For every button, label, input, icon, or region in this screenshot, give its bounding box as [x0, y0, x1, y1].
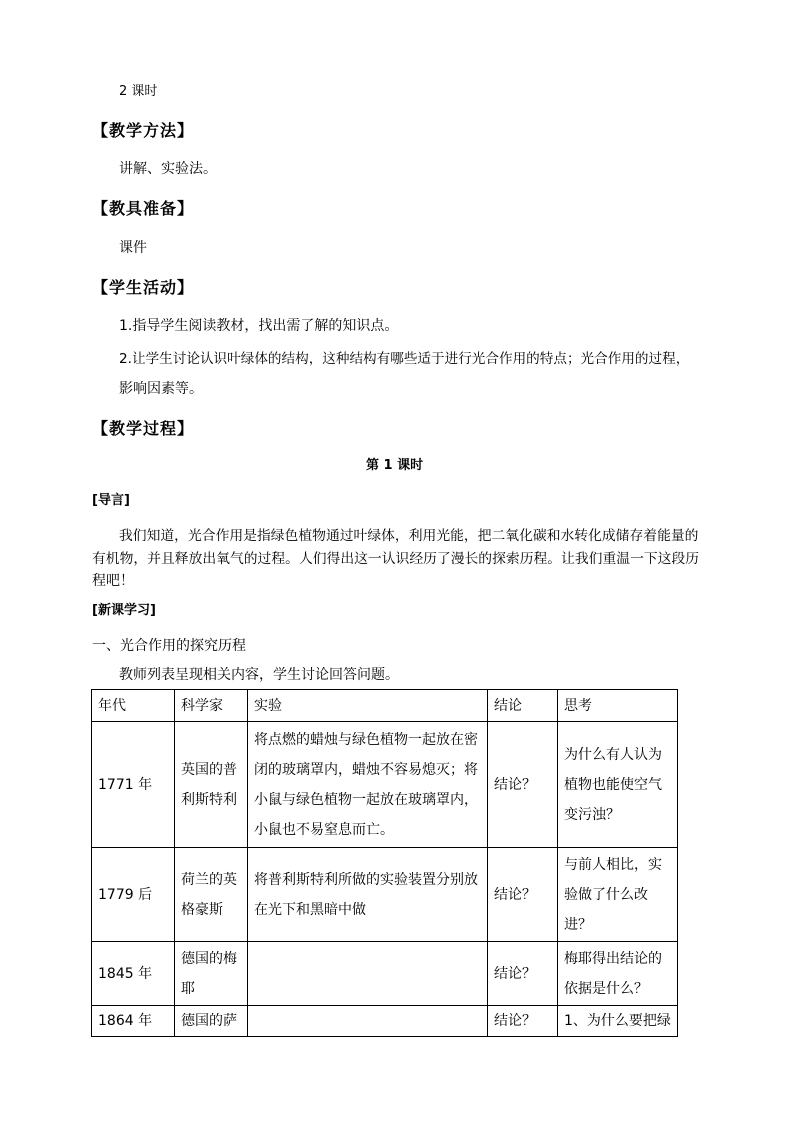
year-cell: 1845 年 [92, 942, 175, 1006]
scientist-line: 德国的萨 [181, 1013, 237, 1029]
lesson-1-title: 第 1 课时 [366, 458, 424, 473]
conclusion-cell: 结论？ [488, 1006, 558, 1037]
teaching-aids-heading: 【教具准备】 [92, 199, 195, 218]
scientist-line: 英国的普 [181, 761, 237, 778]
conclusion-cell: 结论？ [488, 722, 558, 848]
intro-label: [导言] [92, 493, 130, 508]
experiment-line: 将点燃的蜡烛与绿色植物一起放在密 [254, 731, 478, 748]
thinking-line: 为什么有人认为 [564, 746, 662, 763]
experiment-cell [248, 722, 488, 848]
experiment-line: 闭的玻璃罩内，蜡烛不容易熄灭；将 [254, 761, 478, 778]
header-conclusion: 结论 [488, 690, 558, 722]
thinking-line: 依据是什么？ [564, 980, 648, 997]
scientist-cell [175, 1006, 248, 1037]
experiment-line: 小鼠与绿色植物一起放在玻璃罩内， [254, 791, 478, 808]
experiment-cell [248, 848, 488, 942]
thinking-line: 植物也能使空气 [564, 776, 662, 793]
experiment-cell [248, 942, 488, 1006]
thinking-cell [558, 942, 678, 1006]
header-thinking: 思考 [558, 690, 678, 722]
year-cell: 1771 年 [92, 722, 175, 848]
table-row [92, 942, 678, 1006]
thinking-line: 梅耶得出结论的 [564, 950, 662, 967]
teaching-aids-text: 课件 [119, 240, 147, 256]
table-intro: 教师列表呈现相关内容，学生讨论回答问题。 [119, 667, 399, 683]
teaching-process-heading: 【教学过程】 [92, 419, 195, 438]
experiment-line: 小鼠也不易窒息而亡。 [254, 821, 394, 838]
conclusion-cell: 结论？ [488, 942, 558, 1006]
scientist-cell [175, 848, 248, 942]
student-activity-heading: 【学生活动】 [92, 278, 195, 297]
new-lesson-label: [新课学习] [92, 603, 156, 618]
thinking-cell [558, 1006, 678, 1037]
scientist-cell [175, 722, 248, 848]
exploration-history-table [91, 689, 678, 1037]
teaching-method-heading: 【教学方法】 [92, 121, 195, 140]
teaching-method-text: 讲解、实验法。 [119, 161, 217, 177]
header-scientist: 科学家 [175, 690, 248, 722]
student-activity-item-2-line1: 2.让学生讨论认识叶绿体的结构，这种结构有哪些适于进行光合作用的特点；光合作用的过程， [119, 351, 690, 367]
table-row [92, 1006, 678, 1037]
thinking-line: 变污浊？ [564, 806, 620, 823]
year-cell: 1864 年 [92, 1006, 175, 1037]
thinking-cell [558, 722, 678, 848]
thinking-line: 验做了什么改 [564, 886, 648, 903]
intro-line-3: 程吧！ [92, 573, 134, 589]
experiment-line: 将普利斯特利所做的实验装置分别放 [254, 871, 478, 888]
intro-line-2: 有机物，并且释放出氧气的过程。人们得出这一认识经历了漫长的探索历程。让我们重温一下这段历 [92, 551, 700, 567]
experiment-cell [248, 1006, 488, 1037]
part-1-title: 一、光合作用的探究历程 [92, 638, 246, 654]
student-activity-item-2-line2: 影响因素等。 [119, 381, 203, 397]
scientist-line: 利斯特利 [181, 791, 237, 808]
header-year: 年代 [92, 690, 175, 722]
experiment-line: 在光下和黑暗中做 [254, 901, 366, 918]
thinking-line: 进？ [564, 916, 592, 933]
thinking-cell [558, 848, 678, 942]
intro-line-1: 我们知道，光合作用是指绿色植物通过叶绿体，利用光能，把二氧化碳和水转化成储存着能量的 [119, 528, 699, 544]
year-cell: 1779 后 [92, 848, 175, 942]
thinking-line: 1、为什么要把绿 [564, 1013, 671, 1029]
lesson-hours: 2 课时 [119, 84, 158, 99]
scientist-cell [175, 942, 248, 1006]
scientist-line: 格豪斯 [181, 901, 223, 918]
scientist-line: 荷兰的英 [181, 871, 237, 888]
header-experiment: 实验 [248, 690, 488, 722]
conclusion-cell: 结论？ [488, 848, 558, 942]
table-header-row [92, 690, 678, 722]
table-row [92, 848, 678, 942]
scientist-line: 耶 [181, 980, 195, 997]
scientist-line: 德国的梅 [181, 950, 237, 967]
table-row [92, 722, 678, 848]
thinking-line: 与前人相比，实 [564, 856, 662, 873]
student-activity-item-1: 1.指导学生阅读教材，找出需了解的知识点。 [119, 318, 399, 334]
